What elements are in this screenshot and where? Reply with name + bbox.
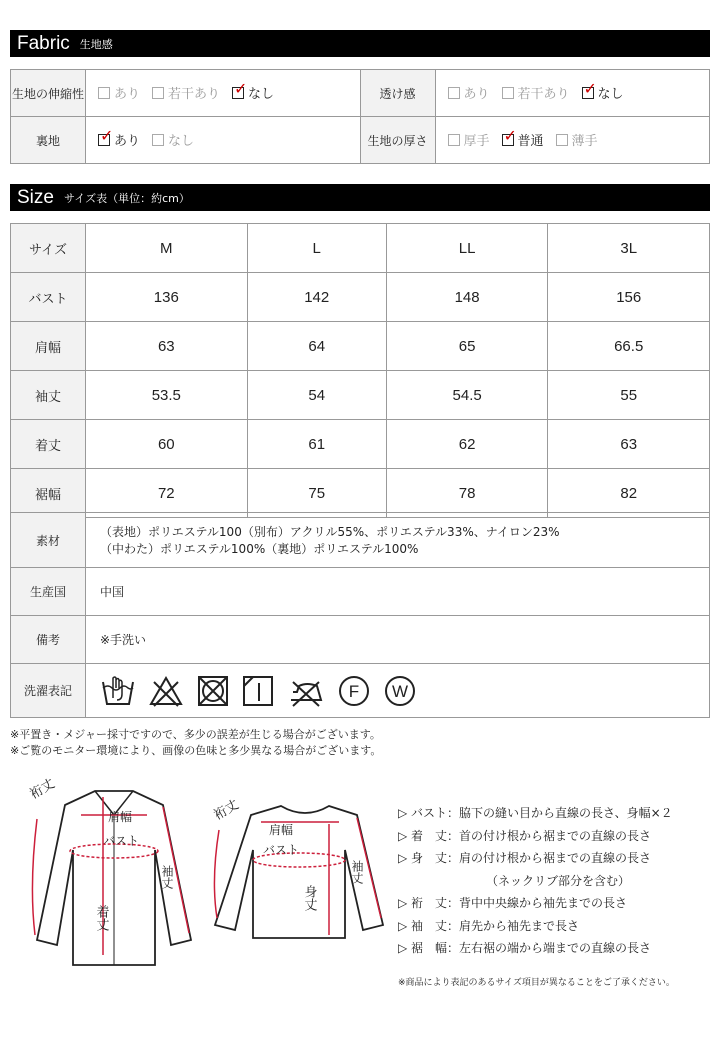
col-ll: LL [386, 224, 548, 273]
size-cell: 148 [386, 273, 548, 322]
coat-sode-label: 袖丈 [160, 865, 174, 889]
size-cell: 156 [548, 273, 710, 322]
size-cell: 54 [247, 371, 386, 420]
fabric-option [98, 83, 140, 102]
origin-label: 生産国 [11, 568, 86, 616]
sweater-diagram [205, 790, 390, 950]
note-2: ※ご覧のモニター環境により、画像の色味と多少異なる場合がございます。 [10, 744, 382, 757]
yuki-arrow-right [214, 830, 219, 918]
fabric-option-label: なし [597, 87, 624, 103]
size-cell: 75 [247, 469, 386, 518]
size-cell: 63 [548, 420, 710, 469]
legend-yuki: ▷ 裄 丈：背中中央線から袖先までの長さ [398, 896, 628, 910]
fabric-option-label: あり [114, 87, 141, 103]
size-row-label: 肩幅 [11, 322, 86, 371]
sheer-label: 透け感 [360, 70, 435, 117]
fabric-option-label: 若干あり [168, 87, 221, 103]
size-cell: 63 [86, 322, 248, 371]
coat-kitake-label: 着丈 [93, 905, 109, 931]
sweater-katahaba-label: 肩幅 [269, 823, 294, 837]
care-icons [86, 664, 710, 718]
dry-clean-letter: F [348, 681, 360, 701]
sweater-bust-label: バスト [263, 843, 300, 857]
no-bleach-icon [148, 674, 184, 708]
size-header-label: サイズ [11, 224, 86, 273]
coat-bust-label: バスト [103, 834, 140, 848]
size-cell: 61 [247, 420, 386, 469]
note-1: ※平置き・メジャー採寸ですので、多少の誤差が生じる場合がございます。 [10, 728, 381, 741]
legend-mitake: ▷ 身 丈：肩の付け根から裾までの直線の長さ [398, 851, 652, 865]
fabric-option-label: 薄手 [571, 134, 598, 150]
line-dry-shade-icon [241, 674, 275, 708]
size-subtitle: サイズ表（単位：約cm） [63, 191, 190, 205]
legend-bust: ▷ バスト：脇下の縫い目から直線の長さ、身幅×２ [398, 806, 673, 820]
size-title: Size [17, 186, 54, 208]
coat-yuki-label: 裄丈 [27, 776, 58, 803]
size-cell: 62 [386, 420, 548, 469]
size-cell: 72 [86, 469, 248, 518]
checkbox-icon [152, 134, 164, 146]
fabric-option [448, 130, 490, 149]
wet-clean-w-icon [383, 674, 417, 708]
fabric-option [152, 130, 194, 149]
fabric-option-label: あり [114, 134, 141, 150]
no-iron-icon [287, 674, 325, 708]
info-table [10, 512, 710, 718]
size-cell: 64 [247, 322, 386, 371]
sweater-mitake-label: 身丈 [301, 885, 317, 911]
care-label: 洗濯表記 [11, 664, 86, 718]
dry-clean-f-icon [337, 674, 371, 708]
fabric-option-label: なし [248, 87, 275, 103]
fabric-option-label: なし [168, 134, 195, 150]
size-cell: 82 [548, 469, 710, 518]
fabric-option [582, 83, 624, 102]
size-cell: 53.5 [86, 371, 248, 420]
size-row [11, 273, 710, 322]
remarks-label: 備考 [11, 616, 86, 664]
fabric-option [502, 83, 570, 102]
origin-value: 中国 [86, 568, 710, 616]
sheer-options [435, 70, 710, 117]
fabric-option [98, 130, 140, 149]
size-header [10, 184, 710, 211]
fabric-option-label: 普通 [517, 134, 544, 150]
size-row [11, 420, 710, 469]
col-l: L [247, 224, 386, 273]
size-row [11, 469, 710, 518]
legend-sode: ▷ 袖 丈：肩先から袖先まで長さ [398, 918, 580, 933]
hand-wash-icon [100, 674, 136, 708]
legend-mitake-note: （ネックリブ部分を含む） [486, 873, 631, 888]
fabric-option [502, 130, 544, 149]
fabric-option-label: 若干あり [517, 87, 570, 103]
size-row [11, 371, 710, 420]
size-row-label: 着丈 [11, 420, 86, 469]
col-3l: 3L [548, 224, 710, 273]
size-row-label: バスト [11, 273, 86, 322]
lining-options [86, 117, 361, 164]
fabric-option [448, 83, 490, 102]
stretch-label: 生地の伸縮性 [11, 70, 86, 117]
size-cell: 65 [386, 322, 548, 371]
material-line-1: （表地）ポリエステル100（別布）アクリル55%、ポリエステル33%、ナイロン23% [100, 525, 560, 539]
size-row [11, 322, 710, 371]
size-cell: 60 [86, 420, 248, 469]
size-cell: 136 [86, 273, 248, 322]
material-line-2: （中わた）ポリエステル100%（裏地）ポリエステル100% [100, 542, 419, 556]
wet-clean-letter: W [391, 681, 408, 701]
checkbox-icon [98, 87, 110, 99]
no-tumble-dry-icon [196, 674, 230, 708]
fabric-table [10, 69, 710, 164]
legend-suso: ▷ 裾 幅：左右裾の端から端までの直線の長さ [398, 941, 652, 955]
thickness-label: 生地の厚さ [360, 117, 435, 164]
material-value [86, 513, 710, 568]
checked-box-icon [98, 134, 110, 146]
size-table [10, 223, 710, 518]
material-label: 素材 [11, 513, 86, 568]
fabric-option [152, 83, 220, 102]
thickness-options [435, 117, 710, 164]
checkbox-icon [448, 134, 460, 146]
checkbox-icon [448, 87, 460, 99]
lining-label: 裏地 [11, 117, 86, 164]
size-cell: 54.5 [386, 371, 548, 420]
checkbox-icon [152, 87, 164, 99]
fabric-option [232, 83, 274, 102]
legend-kitake: ▷ 着 丈：首の付け根から裾までの直線の長さ [398, 828, 652, 843]
coat-diagram [25, 775, 200, 975]
coat-katahaba-label: 肩幅 [108, 810, 133, 824]
fabric-header [10, 30, 710, 57]
fabric-subtitle: 生地感 [79, 37, 113, 51]
fabric-option-label: あり [463, 87, 490, 103]
remarks-value: ※手洗い [86, 616, 710, 664]
checked-box-icon [582, 87, 594, 99]
size-cell: 78 [386, 469, 548, 518]
size-row-label: 裾幅 [11, 469, 86, 518]
size-cell: 66.5 [548, 322, 710, 371]
checkbox-icon [556, 134, 568, 146]
checkbox-icon [502, 87, 514, 99]
measurement-legend [398, 802, 673, 960]
size-cell: 55 [548, 371, 710, 420]
fabric-title: Fabric [17, 32, 70, 54]
footnote: ※商品により表記のあるサイズ項目が異なることをご了承ください。 [398, 978, 675, 988]
size-row-label: 袖丈 [11, 371, 86, 420]
sweater-sode-label: 袖丈 [350, 860, 364, 884]
col-m: M [86, 224, 248, 273]
fabric-option [556, 130, 598, 149]
size-cell: 142 [247, 273, 386, 322]
sweater-yuki-label: 裄丈 [211, 797, 242, 824]
fabric-option-label: 厚手 [463, 134, 490, 150]
yuki-arrow-left [32, 819, 37, 935]
checked-box-icon [502, 134, 514, 146]
checked-box-icon [232, 87, 244, 99]
stretch-options [86, 70, 361, 117]
